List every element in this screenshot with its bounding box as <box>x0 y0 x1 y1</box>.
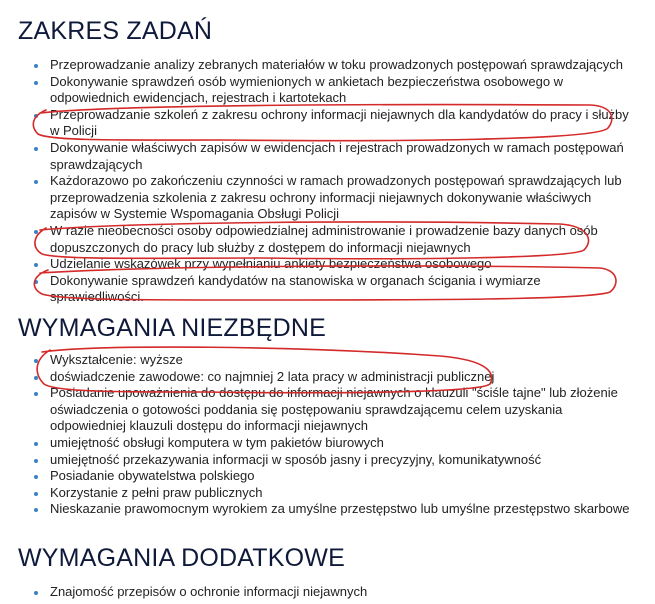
list-item: Nieskazanie prawomocnym wyrokiem za umyślne przestępstwo lub umyślne przestępstwo skarbowe <box>32 501 632 518</box>
section-title-zakres-zadan: ZAKRES ZADAŃ <box>18 17 213 45</box>
list-item: Znajomość przepisów o ochronie informacji niejawnych <box>32 584 632 601</box>
list-item: umiejętność przekazywania informacji w sposób jasny i precyzyjny, komunikatywność <box>32 452 632 469</box>
list-item: Przeprowadzanie szkoleń z zakresu ochrony informacji niejawnych dla kandydatów do pracy i służby w Policji <box>32 107 632 140</box>
section-title-wymagania-niezbedne: WYMAGANIA NIEZBĘDNE <box>18 314 327 342</box>
list-item: umiejętność obsługi komputera w tym pakietów biurowych <box>32 435 632 452</box>
list-item: doświadczenie zawodowe: co najmniej 2 lata pracy w administracji publicznej <box>32 369 632 386</box>
list-item: Udzielanie wskazówek przy wypełnianiu ankiety bezpieczeństwa osobowego <box>32 256 632 273</box>
list-item: Posiadanie obywatelstwa polskiego <box>32 468 632 485</box>
list-item: Dokonywanie sprawdzeń kandydatów na stanowiska w organach ścigania i wymiarze sprawiedliwości. <box>32 273 632 306</box>
list-item: Każdorazowo po zakończeniu czynności w ramach prowadzonych postępowań sprawdzających lub przeprowadzenia szkolenia z zakresu ochrony informacji niejawnych dokonywanie właściwych zapisów w Systemie Wspomagania Obsługi Policji <box>32 173 632 223</box>
list-wymagania-dodatkowe <box>32 584 632 601</box>
list-item: Posiadanie upoważnienia do dostępu do informacji niejawnych o klauzuli "ściśle tajne" lub złożenie oświadczenia o gotowości poddania się postępowaniu sprawdzającemu celem uzyskania odpowiedniej klauzuli dostępu do informacji niejawnych <box>32 385 632 435</box>
list-item: Przeprowadzanie analizy zebranych materiałów w toku prowadzonych postępowań sprawdzających <box>32 57 632 74</box>
list-item: Korzystanie z pełni praw publicznych <box>32 485 632 502</box>
list-wymagania-niezbedne <box>32 352 632 518</box>
list-item: W razie nieobecności osoby odpowiedzialnej administrowanie i prowadzenie bazy danych osób dopuszczonych do pracy lub służby z dostępem do informacji niejawnych <box>32 223 632 256</box>
list-item: Dokonywanie właściwych zapisów w ewidencjach i rejestrach prowadzonych w ramach postępowań sprawdzających <box>32 140 632 173</box>
list-item: Dokonywanie sprawdzeń osób wymienionych w ankietach bezpieczeństwa osobowego w odpowiednich ewidencjach, rejestrach i kartotekach <box>32 74 632 107</box>
list-zakres-zadan <box>32 57 632 306</box>
list-item: Wykształcenie: wyższe <box>32 352 632 369</box>
section-title-wymagania-dodatkowe: WYMAGANIA DODATKOWE <box>18 544 345 572</box>
